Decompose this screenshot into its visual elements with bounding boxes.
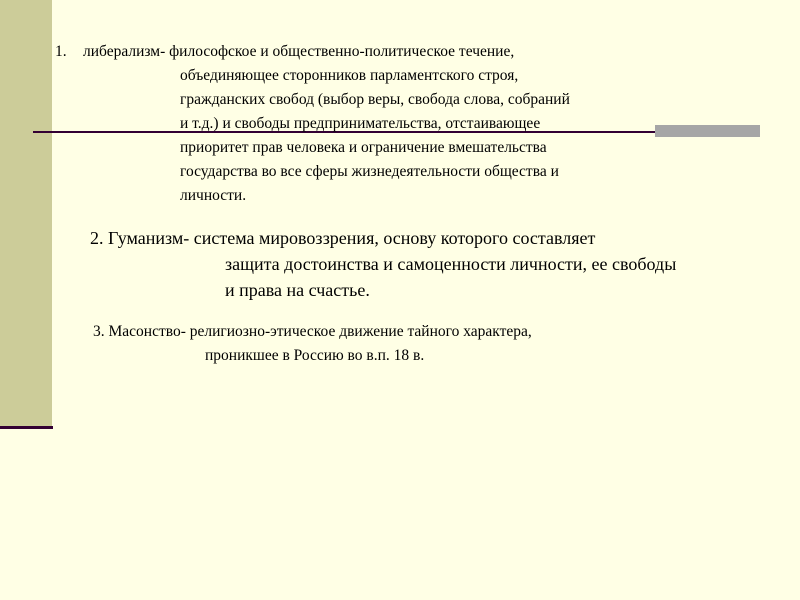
- definition-line: и т.д.) и свободы предпринимательства, отстаивающее: [180, 115, 541, 132]
- list-number: 1.: [55, 43, 67, 60]
- side-bar: [0, 0, 52, 426]
- side-bar-underline: [0, 426, 53, 429]
- definition-line: гражданских свобод (выбор веры, свобода слова, собраний: [180, 91, 570, 108]
- definition-line: личности.: [180, 187, 247, 204]
- definition-line: приоритет прав человека и ограничение вмешательства: [180, 139, 547, 156]
- definition-line: 3. Масонство- религиозно-этическое движение тайного характера,: [93, 323, 532, 340]
- definition-line: защита достоинства и самоценности личности, ее свободы: [225, 254, 677, 274]
- definition-freemasonry: [93, 320, 532, 368]
- definition-text: либерализм- философское и общественно-политическое течение,: [83, 43, 515, 60]
- definition-liberalism: [55, 40, 570, 208]
- definition-line: 2. Гуманизм- система мировоззрения, основу которого составляет: [90, 228, 596, 248]
- definition-line: государства во все сферы жизнедеятельности общества и: [180, 163, 559, 180]
- definition-line: и права на счастье.: [225, 280, 370, 300]
- definition-line: объединяющее сторонников парламентского строя,: [180, 67, 519, 84]
- definition-line: проникшее в Россию во в.п. 18 в.: [205, 347, 425, 364]
- definition-line: [55, 40, 570, 64]
- definition-humanism: [90, 225, 676, 303]
- horizontal-rule-block: [655, 125, 760, 137]
